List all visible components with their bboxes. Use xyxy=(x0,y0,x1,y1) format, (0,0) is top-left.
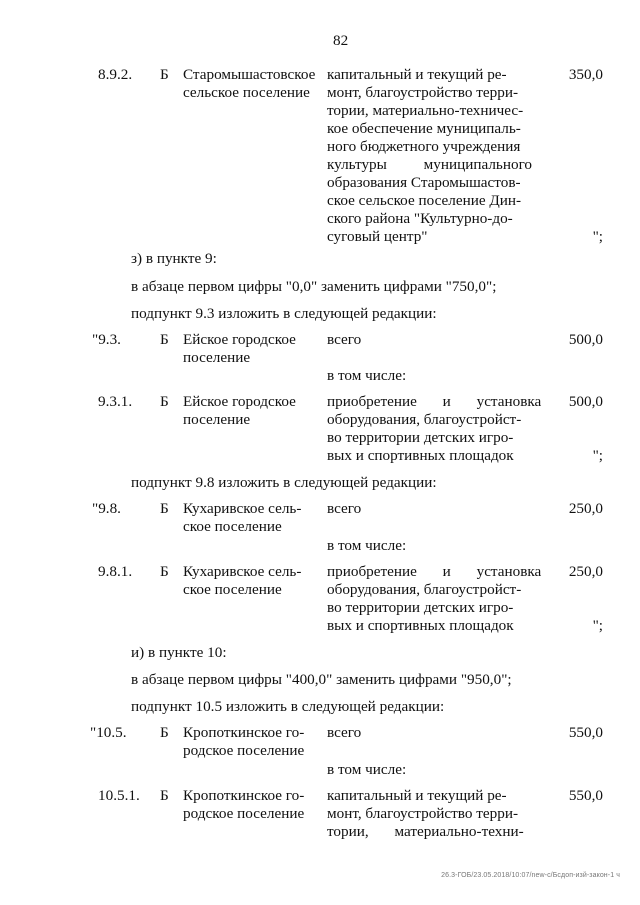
row-desc-line: вых и спортивных площадок xyxy=(327,617,514,634)
row-amount: 550,0 xyxy=(568,724,603,741)
row-name-line: родское поселение xyxy=(183,805,305,822)
row-number: "9.3. xyxy=(92,331,121,348)
row-desc-line: культуры муниципального xyxy=(327,156,533,173)
row-desc-line: образования Старомышастов- xyxy=(327,174,521,191)
paragraph: з) в пункте 9: xyxy=(131,250,217,267)
row-desc-line: вых и спортивных площадок xyxy=(327,447,514,464)
row-desc-line: капитальный и текущий ре- xyxy=(327,66,507,83)
row-number: 10.5.1. xyxy=(98,787,140,804)
row-name-line: Кропоткинское го- xyxy=(183,787,305,804)
row-name-line: поселение xyxy=(183,411,251,428)
row-desc-line: ского района "Культурно-до- xyxy=(327,210,513,227)
row-amount: 350,0 xyxy=(568,66,603,83)
row-desc-line: всего xyxy=(327,724,362,741)
row-number: 9.3.1. xyxy=(98,393,133,410)
row-number: "10.5. xyxy=(90,724,127,741)
row-including: в том числе: xyxy=(327,761,407,778)
row-category: Б xyxy=(160,563,169,580)
row-desc-line: приобретение и установка xyxy=(327,393,542,410)
row-name-line: поселение xyxy=(183,349,251,366)
row-close-quote: "; xyxy=(592,617,603,634)
row-category: Б xyxy=(160,500,169,517)
row-desc-line: оборудования, благоустройст- xyxy=(327,581,522,598)
paragraph: и) в пункте 10: xyxy=(131,644,227,661)
row-desc-line: приобретение и установка xyxy=(327,563,542,580)
paragraph: подпункт 9.8 изложить в следующей редакции: xyxy=(131,474,437,491)
row-category: Б xyxy=(160,66,169,83)
row-name-line: Кухаривское сель- xyxy=(183,500,302,517)
row-including: в том числе: xyxy=(327,537,407,554)
paragraph: подпункт 10.5 изложить в следующей редакции: xyxy=(131,698,445,715)
row-name-line: родское поселение xyxy=(183,742,305,759)
row-name-line: Кропоткинское го- xyxy=(183,724,305,741)
row-number: 9.8.1. xyxy=(98,563,133,580)
row-desc-line: всего xyxy=(327,500,362,517)
row-desc-line: тории, материально-техничес- xyxy=(327,102,524,119)
row-amount: 250,0 xyxy=(568,500,603,517)
document-footer-stamp: 26.3-ГОБ/23.05.2018/10:07/new-с/Бсдоп-изй-закон-1 ч xyxy=(441,872,620,879)
row-amount: 500,0 xyxy=(568,331,603,348)
row-amount: 550,0 xyxy=(568,787,603,804)
row-name-line: Старомышастовское xyxy=(183,66,316,83)
row-number: 8.9.2. xyxy=(98,66,133,83)
row-name-line: Кухаривское сель- xyxy=(183,563,302,580)
row-including: в том числе: xyxy=(327,367,407,384)
row-name-line: ское поселение xyxy=(183,581,282,598)
row-desc-line: монт, благоустройство терри- xyxy=(327,84,519,101)
row-category: Б xyxy=(160,724,169,741)
row-desc-line: тории, материально-техни- xyxy=(327,823,524,840)
row-name-line: сельское поселение xyxy=(183,84,310,101)
row-close-quote: "; xyxy=(592,447,603,464)
row-number: "9.8. xyxy=(92,500,121,517)
row-desc-line: монт, благоустройство терри- xyxy=(327,805,519,822)
row-desc-line: всего xyxy=(327,331,362,348)
row-name-line: Ейское городское xyxy=(183,393,296,410)
paragraph: в абзаце первом цифры "0,0" заменить цифрами "750,0"; xyxy=(131,278,497,295)
row-category: Б xyxy=(160,331,169,348)
row-desc-line: капитальный и текущий ре- xyxy=(327,787,507,804)
row-desc-line: оборудования, благоустройст- xyxy=(327,411,522,428)
row-name-line: ское поселение xyxy=(183,518,282,535)
row-amount: 500,0 xyxy=(568,393,603,410)
page-number: 82 xyxy=(333,32,349,49)
row-name-line: Ейское городское xyxy=(183,331,296,348)
row-desc-line: во территории детских игро- xyxy=(327,599,514,616)
row-desc-line: ного бюджетного учреждения xyxy=(327,138,521,155)
row-category: Б xyxy=(160,393,169,410)
paragraph: подпункт 9.3 изложить в следующей редакции: xyxy=(131,305,437,322)
row-desc-line: ское сельское поселение Дин- xyxy=(327,192,522,209)
row-amount: 250,0 xyxy=(568,563,603,580)
row-close-quote: "; xyxy=(592,228,603,245)
paragraph: в абзаце первом цифры "400,0" заменить цифрами "950,0"; xyxy=(131,671,512,688)
row-desc-line: во территории детских игро- xyxy=(327,429,514,446)
row-desc-line: кое обеспечение муниципаль- xyxy=(327,120,521,137)
row-desc-line: суговый центр" xyxy=(327,228,428,245)
row-category: Б xyxy=(160,787,169,804)
